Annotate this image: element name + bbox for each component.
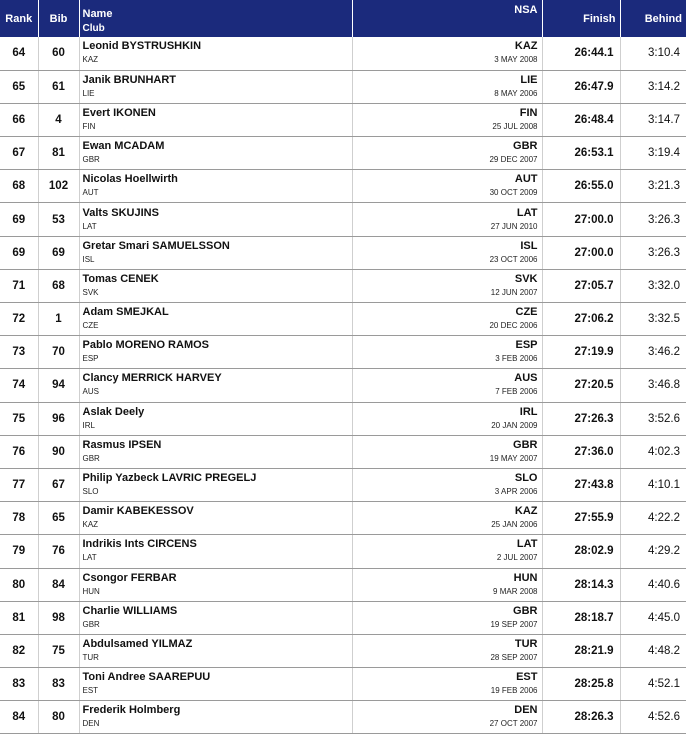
nsa-code: EST — [516, 671, 538, 684]
athlete-name[interactable]: Abdulsamed YILMAZ — [82, 637, 193, 650]
athlete-club: LIE — [82, 88, 95, 98]
nsa-code: SLO — [514, 472, 538, 485]
header-club: Club — [82, 23, 105, 34]
table-row[interactable] — [0, 336, 686, 369]
bib-cell: 94 — [38, 369, 79, 402]
athlete-club: LAT — [82, 221, 97, 231]
behind-time: 3:46.2 — [620, 336, 686, 369]
rank-cell: 64 — [0, 37, 38, 70]
nsa-cell — [352, 402, 542, 435]
birth-date: 30 OCT 2009 — [489, 188, 538, 198]
nsa-cell — [352, 535, 542, 568]
name-cell — [79, 502, 352, 535]
behind-time: 3:32.5 — [620, 303, 686, 336]
athlete-club: SVK — [82, 287, 99, 297]
nsa-code: TUR — [514, 637, 538, 650]
birth-date: 12 JUN 2007 — [490, 287, 538, 297]
behind-time: 4:40.6 — [620, 568, 686, 601]
rank-cell: 76 — [0, 435, 38, 468]
athlete-name[interactable]: Valts SKUJINS — [82, 206, 159, 219]
athlete-club: GBR — [82, 619, 100, 629]
nsa-cell — [352, 170, 542, 203]
name-cell — [79, 435, 352, 468]
bib-cell: 96 — [38, 402, 79, 435]
rank-cell: 74 — [0, 369, 38, 402]
athlete-name[interactable]: Philip Yazbeck LAVRIC PREGELJ — [82, 472, 257, 485]
nsa-cell — [352, 70, 542, 103]
bib-cell: 81 — [38, 137, 79, 170]
athlete-name[interactable]: Evert IKONEN — [82, 106, 156, 119]
finish-time: 28:21.9 — [542, 634, 620, 667]
nsa-code: SVK — [514, 272, 538, 285]
finish-time: 27:00.0 — [542, 236, 620, 269]
nsa-code: DEN — [514, 704, 538, 717]
bib-cell: 90 — [38, 435, 79, 468]
nsa-cell — [352, 468, 542, 501]
rank-cell: 78 — [0, 502, 38, 535]
rank-cell: 84 — [0, 701, 38, 734]
behind-time: 4:10.1 — [620, 468, 686, 501]
birth-date: 27 OCT 2007 — [489, 719, 538, 729]
athlete-club: HUN — [82, 586, 100, 596]
table-row[interactable] — [0, 701, 686, 734]
header-nsa[interactable]: NSA — [352, 0, 542, 37]
table-row[interactable] — [0, 402, 686, 435]
athlete-club: ISL — [82, 254, 95, 264]
athlete-club: AUS — [82, 387, 99, 397]
table-row[interactable] — [0, 269, 686, 302]
table-row[interactable] — [0, 568, 686, 601]
birth-date: 19 FEB 2006 — [490, 686, 538, 696]
nsa-code: KAZ — [514, 505, 538, 518]
birth-date: 20 JAN 2009 — [491, 420, 538, 430]
behind-time: 4:48.2 — [620, 634, 686, 667]
athlete-name[interactable]: Adam SMEJKAL — [82, 306, 169, 319]
table-row[interactable] — [0, 435, 686, 468]
rank-cell: 66 — [0, 103, 38, 136]
birth-date: 25 JUL 2008 — [492, 121, 538, 131]
behind-time: 4:52.6 — [620, 701, 686, 734]
athlete-name[interactable]: Clancy MERRICK HARVEY — [82, 372, 222, 385]
table-row[interactable] — [0, 535, 686, 568]
behind-time: 4:02.3 — [620, 435, 686, 468]
table-row[interactable] — [0, 369, 686, 402]
behind-time: 3:26.3 — [620, 203, 686, 236]
finish-time: 27:55.9 — [542, 502, 620, 535]
table-header — [0, 0, 686, 37]
behind-time: 3:14.7 — [620, 103, 686, 136]
nsa-cell — [352, 137, 542, 170]
table-row[interactable] — [0, 103, 686, 136]
birth-date: 25 JAN 2006 — [491, 520, 538, 530]
nsa-cell — [352, 37, 542, 70]
nsa-cell — [352, 103, 542, 136]
finish-time: 27:00.0 — [542, 203, 620, 236]
finish-time: 27:43.8 — [542, 468, 620, 501]
rank-cell: 82 — [0, 634, 38, 667]
name-cell — [79, 137, 352, 170]
athlete-club: KAZ — [82, 520, 99, 530]
rank-cell: 65 — [0, 70, 38, 103]
rank-cell: 69 — [0, 236, 38, 269]
behind-time: 4:45.0 — [620, 601, 686, 634]
header-name: Name — [82, 8, 113, 20]
athlete-name[interactable]: Pablo MORENO RAMOS — [82, 339, 210, 352]
bib-cell: 4 — [38, 103, 79, 136]
table-row[interactable] — [0, 137, 686, 170]
athlete-name[interactable]: Indrikis Ints CIRCENS — [82, 538, 197, 551]
athlete-name[interactable]: Charlie WILLIAMS — [82, 604, 178, 617]
table-row[interactable] — [0, 502, 686, 535]
bib-cell: 98 — [38, 601, 79, 634]
rank-cell: 77 — [0, 468, 38, 501]
finish-time: 27:19.9 — [542, 336, 620, 369]
behind-time: 3:46.8 — [620, 369, 686, 402]
name-cell — [79, 668, 352, 701]
athlete-club: GBR — [82, 155, 100, 165]
header-finish[interactable]: Finish — [542, 0, 620, 37]
finish-time: 27:06.2 — [542, 303, 620, 336]
table-body — [0, 37, 686, 734]
bib-cell: 69 — [38, 236, 79, 269]
bib-cell: 1 — [38, 303, 79, 336]
athlete-club: EST — [82, 686, 99, 696]
birth-date: 19 SEP 2007 — [490, 619, 538, 629]
behind-time: 3:26.3 — [620, 236, 686, 269]
athlete-name[interactable]: Janik BRUNHART — [82, 73, 177, 86]
nsa-code: ESP — [515, 339, 538, 352]
behind-time: 3:52.6 — [620, 402, 686, 435]
name-cell — [79, 70, 352, 103]
name-cell — [79, 701, 352, 734]
bib-cell: 75 — [38, 634, 79, 667]
athlete-name[interactable]: Frederik Holmberg — [82, 704, 181, 717]
bib-cell: 61 — [38, 70, 79, 103]
athlete-club: CZE — [82, 321, 99, 331]
birth-date: 3 APR 2006 — [494, 487, 538, 497]
table-row[interactable] — [0, 303, 686, 336]
athlete-name[interactable]: Tomas CENEK — [82, 272, 159, 285]
nsa-code: ISL — [520, 239, 538, 252]
header-behind[interactable]: Behind — [644, 12, 682, 25]
nsa-code: FIN — [519, 106, 538, 119]
nsa-cell — [352, 668, 542, 701]
rank-cell: 81 — [0, 601, 38, 634]
finish-time: 28:14.3 — [542, 568, 620, 601]
behind-time: 4:22.2 — [620, 502, 686, 535]
finish-time: 28:02.9 — [542, 535, 620, 568]
nsa-cell — [352, 203, 542, 236]
bib-cell: 76 — [38, 535, 79, 568]
finish-time: 26:44.1 — [542, 37, 620, 70]
nsa-cell — [352, 303, 542, 336]
nsa-cell — [352, 435, 542, 468]
birth-date: 23 OCT 2006 — [489, 254, 538, 264]
name-cell — [79, 269, 352, 302]
athlete-name[interactable]: Aslak Deely — [82, 405, 145, 418]
name-cell — [79, 236, 352, 269]
name-cell — [79, 601, 352, 634]
header-bib[interactable]: Bib — [38, 0, 79, 37]
name-cell — [79, 336, 352, 369]
birth-date: 9 MAR 2008 — [493, 586, 538, 596]
athlete-name[interactable]: Rasmus IPSEN — [82, 438, 162, 451]
finish-time: 26:53.1 — [542, 137, 620, 170]
name-cell — [79, 568, 352, 601]
rank-cell: 67 — [0, 137, 38, 170]
bib-cell: 65 — [38, 502, 79, 535]
nsa-code: HUN — [513, 571, 538, 584]
rank-cell: 73 — [0, 336, 38, 369]
finish-time: 27:05.7 — [542, 269, 620, 302]
nsa-cell — [352, 701, 542, 734]
athlete-name[interactable]: Gretar Smari SAMUELSSON — [82, 239, 230, 252]
nsa-code: AUT — [514, 173, 538, 186]
bib-cell: 70 — [38, 336, 79, 369]
rank-cell: 72 — [0, 303, 38, 336]
finish-time: 27:36.0 — [542, 435, 620, 468]
birth-date: 20 DEC 2006 — [489, 321, 538, 331]
nsa-cell — [352, 236, 542, 269]
athlete-club: DEN — [82, 719, 100, 729]
behind-time: 3:14.2 — [620, 70, 686, 103]
finish-time: 26:55.0 — [542, 170, 620, 203]
athlete-club: SLO — [82, 487, 99, 497]
table-row[interactable] — [0, 203, 686, 236]
nsa-code: LAT — [516, 206, 538, 219]
athlete-name[interactable]: Toni Andree SAAREPUU — [82, 671, 211, 684]
athlete-club: ESP — [82, 354, 99, 364]
rank-cell: 80 — [0, 568, 38, 601]
athlete-club: LAT — [82, 553, 97, 563]
behind-time: 3:19.4 — [620, 137, 686, 170]
nsa-cell — [352, 601, 542, 634]
bib-cell: 53 — [38, 203, 79, 236]
athlete-name[interactable]: Csongor FERBAR — [82, 571, 177, 584]
name-cell — [79, 37, 352, 70]
birth-date: 2 JUL 2007 — [496, 553, 538, 563]
behind-time: 3:10.4 — [620, 37, 686, 70]
name-cell — [79, 303, 352, 336]
nsa-code: IRL — [519, 405, 538, 418]
bib-cell: 80 — [38, 701, 79, 734]
rank-cell: 69 — [0, 203, 38, 236]
behind-time: 3:21.3 — [620, 170, 686, 203]
athlete-name[interactable]: Ewan MCADAM — [82, 140, 165, 153]
bib-cell: 84 — [38, 568, 79, 601]
finish-time: 26:48.4 — [542, 103, 620, 136]
nsa-code: CZE — [515, 306, 538, 319]
finish-time: 28:18.7 — [542, 601, 620, 634]
nsa-code: GBR — [513, 604, 538, 617]
nsa-code: LAT — [516, 538, 538, 551]
athlete-club: KAZ — [82, 55, 99, 65]
table-row[interactable] — [0, 634, 686, 667]
behind-time: 3:32.0 — [620, 269, 686, 302]
birth-date: 28 SEP 2007 — [490, 652, 538, 662]
table-row[interactable] — [0, 468, 686, 501]
rank-cell: 83 — [0, 668, 38, 701]
bib-cell: 83 — [38, 668, 79, 701]
birth-date: 27 JUN 2010 — [490, 221, 538, 231]
nsa-cell — [352, 634, 542, 667]
nsa-cell — [352, 568, 542, 601]
behind-time: 4:52.1 — [620, 668, 686, 701]
nsa-code: AUS — [514, 372, 538, 385]
birth-date: 3 MAY 2008 — [494, 55, 538, 65]
bib-cell: 102 — [38, 170, 79, 203]
name-cell — [79, 170, 352, 203]
athlete-club: GBR — [82, 453, 100, 463]
birth-date: 29 DEC 2007 — [489, 155, 538, 165]
finish-time: 27:20.5 — [542, 369, 620, 402]
athlete-name[interactable]: Nicolas Hoellwirth — [82, 173, 178, 186]
athlete-club: IRL — [82, 420, 95, 430]
rank-cell: 71 — [0, 269, 38, 302]
name-cell — [79, 103, 352, 136]
name-cell — [79, 203, 352, 236]
table-row[interactable] — [0, 668, 686, 701]
birth-date: 7 FEB 2006 — [495, 387, 538, 397]
rank-cell: 79 — [0, 535, 38, 568]
behind-time: 4:29.2 — [620, 535, 686, 568]
table-row[interactable] — [0, 601, 686, 634]
header-name-club[interactable] — [79, 0, 352, 37]
finish-time: 28:25.8 — [542, 668, 620, 701]
athlete-club: TUR — [82, 652, 99, 662]
athlete-name[interactable]: Damir KABEKESSOV — [82, 505, 194, 518]
rank-cell: 75 — [0, 402, 38, 435]
nsa-cell — [352, 369, 542, 402]
header-rank[interactable]: Rank — [0, 0, 38, 37]
nsa-code: GBR — [513, 438, 538, 451]
table-row[interactable] — [0, 170, 686, 203]
rank-cell: 68 — [0, 170, 38, 203]
nsa-cell — [352, 336, 542, 369]
nsa-cell — [352, 502, 542, 535]
nsa-code: LIE — [520, 73, 538, 86]
name-cell — [79, 535, 352, 568]
finish-time: 26:47.9 — [542, 70, 620, 103]
name-cell — [79, 369, 352, 402]
bib-cell: 60 — [38, 37, 79, 70]
header-row — [0, 0, 686, 37]
table-row[interactable] — [0, 70, 686, 103]
birth-date: 3 FEB 2006 — [495, 354, 538, 364]
nsa-code: GBR — [513, 140, 538, 153]
table-row[interactable] — [0, 236, 686, 269]
table-row[interactable] — [0, 37, 686, 70]
athlete-club: AUT — [82, 188, 99, 198]
birth-date: 8 MAY 2006 — [494, 88, 538, 98]
athlete-club: FIN — [82, 121, 96, 131]
bib-cell: 68 — [38, 269, 79, 302]
athlete-name[interactable]: Leonid BYSTRUSHKIN — [82, 40, 202, 53]
nsa-code: KAZ — [514, 40, 538, 53]
name-cell — [79, 468, 352, 501]
bib-cell: 67 — [38, 468, 79, 501]
finish-time: 27:26.3 — [542, 402, 620, 435]
finish-time: 28:26.3 — [542, 701, 620, 734]
nsa-cell — [352, 269, 542, 302]
name-cell — [79, 634, 352, 667]
birth-date: 19 MAY 2007 — [489, 453, 538, 463]
name-cell — [79, 402, 352, 435]
